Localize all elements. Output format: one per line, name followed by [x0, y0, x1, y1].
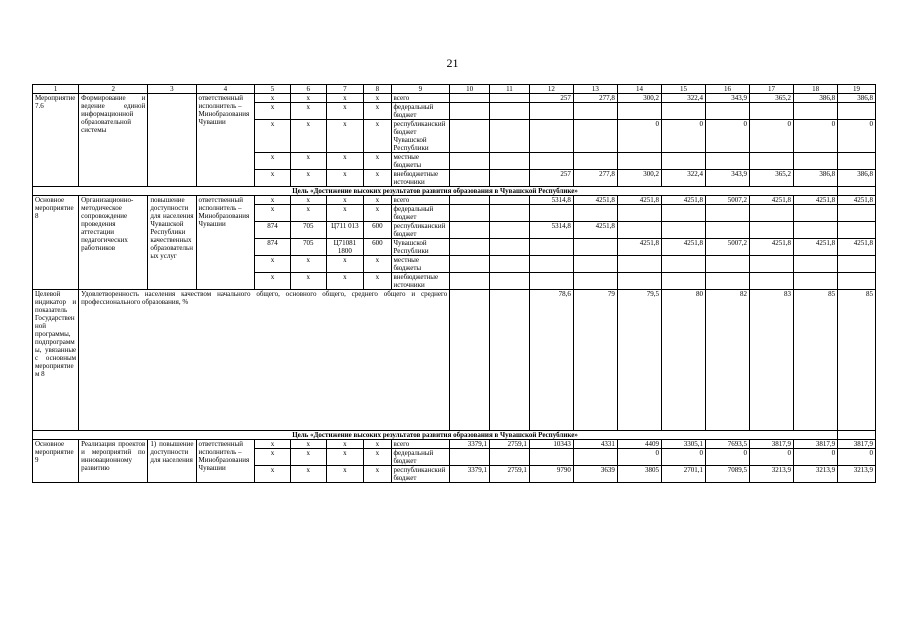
- value-cell: 85: [794, 290, 838, 431]
- budget-code: x: [290, 273, 326, 290]
- value-cell: 3817,9: [838, 440, 876, 449]
- measure-description: Реализация проектов и мероприятий по инновационному развитию: [79, 440, 148, 483]
- value-cell: 343,9: [705, 170, 749, 187]
- value-cell: [450, 196, 490, 205]
- value-cell: 0: [838, 120, 876, 153]
- value-cell: 386,8: [838, 94, 876, 103]
- budget-code: x: [364, 170, 391, 187]
- value-cell: [661, 273, 705, 290]
- value-cell: [490, 449, 530, 466]
- value-cell: 4251,8: [838, 196, 876, 205]
- value-cell: [705, 222, 749, 239]
- value-cell: 3213,9: [794, 466, 838, 483]
- value-cell: [490, 205, 530, 222]
- value-cell: 4409: [617, 440, 661, 449]
- measure-name: Основное мероприятие 8: [33, 196, 79, 290]
- budget-code: x: [255, 256, 291, 273]
- budget-code: x: [290, 170, 326, 187]
- column-number: 6: [290, 85, 326, 94]
- value-cell: [705, 256, 749, 273]
- value-cell: [794, 153, 838, 170]
- value-cell: [490, 256, 530, 273]
- budget-code: x: [290, 440, 326, 449]
- value-cell: [750, 103, 794, 120]
- value-cell: [838, 205, 876, 222]
- value-cell: [794, 222, 838, 239]
- value-cell: 4251,8: [794, 196, 838, 205]
- budget-code: x: [290, 103, 326, 120]
- value-cell: [529, 120, 573, 153]
- budget-code: Ц71081 1800: [326, 239, 364, 256]
- value-cell: 5007,2: [705, 239, 749, 256]
- value-cell: 0: [617, 120, 661, 153]
- value-cell: 83: [750, 290, 794, 431]
- value-cell: 4331: [573, 440, 617, 449]
- value-cell: 5314,8: [529, 222, 573, 239]
- value-cell: 0: [750, 120, 794, 153]
- budget-code: x: [364, 153, 391, 170]
- indicator-text: Удовлетворенность населения качеством начального общего, основного общего, среднего общего и среднего профессионального образования, %: [79, 290, 450, 431]
- value-cell: [490, 239, 530, 256]
- value-cell: [450, 103, 490, 120]
- table-cell: [838, 431, 876, 440]
- budget-code: x: [326, 170, 364, 187]
- funding-source: всего: [391, 440, 450, 449]
- value-cell: [450, 170, 490, 187]
- value-cell: 2759,1: [490, 466, 530, 483]
- value-cell: 85: [838, 290, 876, 431]
- measure-goal: повышение доступности для населения Чувашской Республики качественных образовательных услуг: [148, 196, 196, 290]
- value-cell: 0: [705, 449, 749, 466]
- measure-description: Организационно-методическое сопровождение проведения аттестации педагогических работников: [79, 196, 148, 290]
- goal-row: [33, 187, 876, 196]
- value-cell: [490, 196, 530, 205]
- funding-source: Чувашской Республики: [391, 239, 450, 256]
- value-cell: [490, 222, 530, 239]
- value-cell: [838, 103, 876, 120]
- value-cell: 386,8: [838, 170, 876, 187]
- budget-code: x: [364, 466, 391, 483]
- responsible-executor: ответственный исполнитель – Минобразования Чувашии: [196, 94, 255, 187]
- budget-code: x: [290, 196, 326, 205]
- value-cell: [573, 256, 617, 273]
- value-cell: 386,8: [794, 94, 838, 103]
- value-cell: 0: [661, 120, 705, 153]
- budget-code: x: [364, 103, 391, 120]
- funding-source: республиканский бюджет Чувашской Республики: [391, 120, 450, 153]
- column-number: 15: [661, 85, 705, 94]
- value-cell: [529, 103, 573, 120]
- value-cell: [794, 256, 838, 273]
- budget-code: 705: [290, 239, 326, 256]
- value-cell: [450, 449, 490, 466]
- value-cell: [573, 205, 617, 222]
- column-number: 1: [33, 85, 79, 94]
- value-cell: [529, 256, 573, 273]
- value-cell: 10343: [529, 440, 573, 449]
- budget-code: x: [255, 120, 291, 153]
- budget-code: x: [326, 196, 364, 205]
- budget-code: x: [326, 205, 364, 222]
- value-cell: 257: [529, 94, 573, 103]
- budget-code: x: [290, 153, 326, 170]
- column-number: 19: [838, 85, 876, 94]
- value-cell: [490, 120, 530, 153]
- budget-code: 874: [255, 222, 291, 239]
- funding-source: внебюджетные источники: [391, 170, 450, 187]
- value-cell: 386,8: [794, 170, 838, 187]
- column-number: 17: [750, 85, 794, 94]
- value-cell: [705, 273, 749, 290]
- value-cell: [450, 273, 490, 290]
- value-cell: [838, 222, 876, 239]
- value-cell: 3379,1: [450, 466, 490, 483]
- value-cell: [450, 205, 490, 222]
- budget-code: x: [255, 273, 291, 290]
- value-cell: 0: [661, 449, 705, 466]
- value-cell: 3213,9: [750, 466, 794, 483]
- measure-goal: [148, 94, 196, 187]
- budget-code: x: [364, 120, 391, 153]
- budget-code: x: [255, 440, 291, 449]
- value-cell: [750, 273, 794, 290]
- column-number: 11: [490, 85, 530, 94]
- value-cell: 4251,8: [617, 196, 661, 205]
- budget-code: x: [364, 205, 391, 222]
- budget-code: x: [290, 449, 326, 466]
- value-cell: [750, 222, 794, 239]
- budget-code: x: [326, 449, 364, 466]
- funding-source: федеральный бюджет: [391, 449, 450, 466]
- budget-code: x: [290, 466, 326, 483]
- column-number: 7: [326, 85, 364, 94]
- value-cell: 5314,8: [529, 196, 573, 205]
- table-cell: [450, 290, 490, 431]
- table-cell: [838, 187, 876, 196]
- column-number: 14: [617, 85, 661, 94]
- value-cell: [794, 273, 838, 290]
- budget-code: x: [255, 170, 291, 187]
- value-cell: [838, 273, 876, 290]
- budget-code: x: [364, 449, 391, 466]
- value-cell: [529, 239, 573, 256]
- value-cell: 4251,8: [838, 239, 876, 256]
- value-cell: 79: [573, 290, 617, 431]
- funding-source: федеральный бюджет: [391, 205, 450, 222]
- budget-code: x: [290, 94, 326, 103]
- value-cell: 9790: [529, 466, 573, 483]
- budget-code: 705: [290, 222, 326, 239]
- value-cell: 80: [661, 290, 705, 431]
- value-cell: 4251,8: [750, 196, 794, 205]
- measure-name: Основное мероприятие 9: [33, 440, 79, 483]
- column-number: 13: [573, 85, 617, 94]
- value-cell: [661, 256, 705, 273]
- value-cell: [705, 153, 749, 170]
- budget-code: x: [255, 94, 291, 103]
- value-cell: 257: [529, 170, 573, 187]
- funding-source: внебюджетные источники: [391, 273, 450, 290]
- budget-table: [32, 84, 876, 483]
- value-cell: 300,2: [617, 170, 661, 187]
- value-cell: 277,8: [573, 94, 617, 103]
- value-cell: 277,8: [573, 170, 617, 187]
- value-cell: 3805: [617, 466, 661, 483]
- value-cell: 0: [838, 449, 876, 466]
- value-cell: [617, 222, 661, 239]
- budget-code: x: [255, 205, 291, 222]
- column-number: 10: [450, 85, 490, 94]
- budget-code: x: [326, 273, 364, 290]
- value-cell: [661, 103, 705, 120]
- value-cell: 0: [617, 449, 661, 466]
- funding-source: всего: [391, 196, 450, 205]
- value-cell: [450, 120, 490, 153]
- page-number: 21: [446, 56, 459, 70]
- value-cell: 4251,8: [750, 239, 794, 256]
- table-row: [33, 196, 876, 205]
- funding-source: местные бюджеты: [391, 153, 450, 170]
- budget-code: 874: [255, 239, 291, 256]
- funding-source: всего: [391, 94, 450, 103]
- value-cell: 3213,9: [838, 466, 876, 483]
- funding-source: республиканский бюджет: [391, 466, 450, 483]
- goal-heading: Цель «Достижение высоких результатов развития образования в Чувашской Республике»: [33, 187, 838, 196]
- value-cell: 0: [750, 449, 794, 466]
- value-cell: 3817,9: [794, 440, 838, 449]
- value-cell: [661, 205, 705, 222]
- value-cell: [490, 153, 530, 170]
- value-cell: 7089,5: [705, 466, 749, 483]
- value-cell: [750, 256, 794, 273]
- indicator-label: Целевой индикатор и показатель Государственной программы, подпрограммы, увязанные с основным мероприятием 8: [33, 290, 79, 431]
- value-cell: [573, 153, 617, 170]
- value-cell: [573, 273, 617, 290]
- value-cell: [661, 222, 705, 239]
- value-cell: [490, 103, 530, 120]
- value-cell: 0: [705, 120, 749, 153]
- value-cell: 322,4: [661, 94, 705, 103]
- budget-code: 600: [364, 222, 391, 239]
- value-cell: [838, 256, 876, 273]
- budget-code: x: [326, 440, 364, 449]
- responsible-executor: ответственный исполнитель – Минобразования Чувашии: [196, 196, 255, 290]
- value-cell: [450, 222, 490, 239]
- value-cell: [450, 239, 490, 256]
- value-cell: [529, 449, 573, 466]
- value-cell: 7693,5: [705, 440, 749, 449]
- value-cell: 4251,8: [573, 222, 617, 239]
- budget-code: 600: [364, 239, 391, 256]
- column-number: 9: [391, 85, 450, 94]
- goal-row: [33, 431, 876, 440]
- value-cell: 3305,1: [661, 440, 705, 449]
- value-cell: [794, 103, 838, 120]
- value-cell: 4251,8: [661, 196, 705, 205]
- value-cell: [705, 205, 749, 222]
- funding-source: республиканский бюджет: [391, 222, 450, 239]
- value-cell: 322,4: [661, 170, 705, 187]
- column-number: 3: [148, 85, 196, 94]
- value-cell: [573, 103, 617, 120]
- budget-code: x: [290, 205, 326, 222]
- value-cell: [490, 170, 530, 187]
- funding-source: федеральный бюджет: [391, 103, 450, 120]
- budget-code: x: [326, 153, 364, 170]
- column-number: 18: [794, 85, 838, 94]
- budget-code: x: [326, 466, 364, 483]
- value-cell: 2759,1: [490, 440, 530, 449]
- value-cell: [750, 205, 794, 222]
- value-cell: [450, 256, 490, 273]
- value-cell: 5007,2: [705, 196, 749, 205]
- budget-code: x: [326, 256, 364, 273]
- value-cell: 4251,8: [573, 196, 617, 205]
- column-number: 4: [196, 85, 255, 94]
- value-cell: [617, 256, 661, 273]
- column-number: 5: [255, 85, 291, 94]
- budget-code: x: [326, 94, 364, 103]
- value-cell: [617, 205, 661, 222]
- value-cell: 3639: [573, 466, 617, 483]
- value-cell: [794, 205, 838, 222]
- value-cell: 82: [705, 290, 749, 431]
- responsible-executor: ответственный исполнитель – Минобразования Чувашии: [196, 440, 255, 483]
- value-cell: [573, 449, 617, 466]
- value-cell: [529, 273, 573, 290]
- budget-code: x: [326, 120, 364, 153]
- funding-source: местные бюджеты: [391, 256, 450, 273]
- value-cell: 365,2: [750, 170, 794, 187]
- value-cell: [617, 103, 661, 120]
- value-cell: [490, 273, 530, 290]
- budget-code: x: [364, 94, 391, 103]
- budget-code: x: [364, 440, 391, 449]
- value-cell: 0: [794, 120, 838, 153]
- measure-goal: 1) повышение доступности для населения: [148, 440, 196, 483]
- value-cell: 0: [794, 449, 838, 466]
- budget-code: x: [364, 273, 391, 290]
- indicator-row: [33, 290, 876, 431]
- column-number: 16: [705, 85, 749, 94]
- budget-code: x: [290, 120, 326, 153]
- value-cell: [490, 94, 530, 103]
- value-cell: [705, 103, 749, 120]
- value-cell: [573, 239, 617, 256]
- value-cell: 2701,1: [661, 466, 705, 483]
- header-row: [33, 85, 876, 94]
- budget-code: x: [255, 103, 291, 120]
- budget-code: x: [326, 103, 364, 120]
- value-cell: [573, 120, 617, 153]
- value-cell: 78,6: [529, 290, 573, 431]
- budget-code: x: [290, 256, 326, 273]
- goal-heading: Цель «Достижение высоких результатов развития образования в Чувашской Республике»: [33, 431, 838, 440]
- value-cell: 300,2: [617, 94, 661, 103]
- budget-code: x: [255, 466, 291, 483]
- table-cell: [490, 290, 530, 431]
- column-number: 8: [364, 85, 391, 94]
- value-cell: 3379,1: [450, 440, 490, 449]
- measure-description: Формирование и ведение единой информационной образовательной системы: [79, 94, 148, 187]
- value-cell: 79,5: [617, 290, 661, 431]
- value-cell: 3817,9: [750, 440, 794, 449]
- budget-code: x: [364, 196, 391, 205]
- column-number: 12: [529, 85, 573, 94]
- value-cell: [450, 94, 490, 103]
- value-cell: 343,9: [705, 94, 749, 103]
- budget-code: x: [364, 256, 391, 273]
- measure-name: Мероприятие 7.6: [33, 94, 79, 187]
- value-cell: [617, 273, 661, 290]
- table-row: [33, 94, 876, 103]
- budget-code: x: [255, 449, 291, 466]
- value-cell: 4251,8: [794, 239, 838, 256]
- column-number: 2: [79, 85, 148, 94]
- value-cell: [617, 153, 661, 170]
- value-cell: 4251,8: [661, 239, 705, 256]
- value-cell: [450, 153, 490, 170]
- budget-code: x: [255, 153, 291, 170]
- table-row: [33, 440, 876, 449]
- value-cell: 365,2: [750, 94, 794, 103]
- value-cell: 4251,8: [617, 239, 661, 256]
- value-cell: [529, 153, 573, 170]
- value-cell: [750, 153, 794, 170]
- value-cell: [838, 153, 876, 170]
- budget-code: x: [255, 196, 291, 205]
- value-cell: [661, 153, 705, 170]
- budget-code: Ц711 013: [326, 222, 364, 239]
- value-cell: [529, 205, 573, 222]
